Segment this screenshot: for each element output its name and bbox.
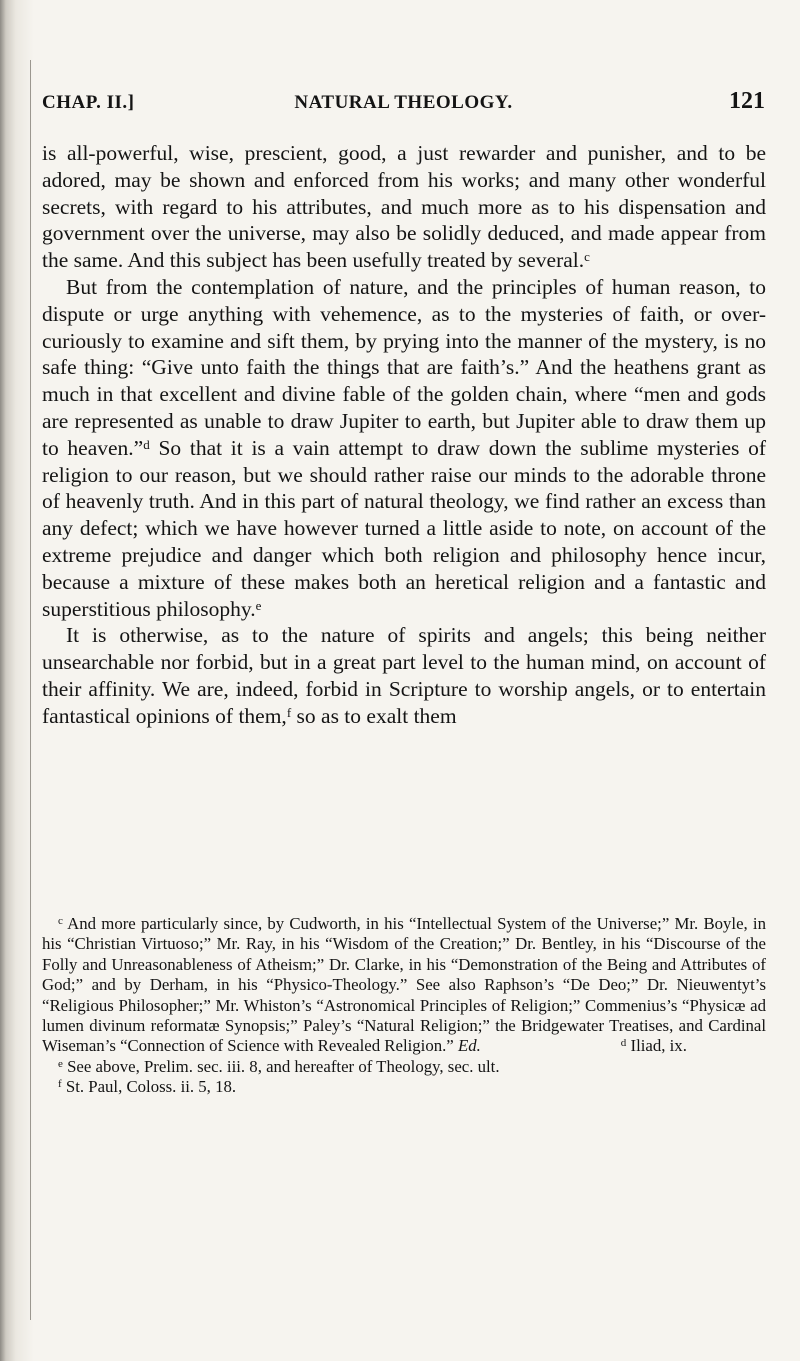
footnote-text-run: See above, Prelim. sec. iii. 8, and hereafter of Theology, sec. ult.	[62, 1056, 500, 1076]
footnote-text-run: St. Paul, Coloss. ii. 5, 18.	[61, 1077, 237, 1097]
body-paragraph	[42, 274, 766, 622]
footnote-reference-mark: f	[58, 1078, 62, 1091]
footnote-text-run: And more particularly since, by Cudworth, in his “Intellectual System of the Universe;” Mr. Boyle, in his “Christian Virtuoso;” Mr. Ray, in his “Wisdom of the Creation;” Dr. Bentley, in his “Discourse of the Folly and Unreasonableness of Atheism;” Dr. Clarke, in his “Demonstration of the Being and Attributes of God;” and by Derham, in his “Physico-Theology.” See also Raphson’s “De Deo;” Dr. Nieuwentyt’s “Religious Philosopher;” Mr. Whiston’s “Astronomical Principles of Religion;” Commenius’s “Physicæ ad lumen divinum reformatæ Synopsis;” Paley’s “Natural Religion;” the Bridgewater Treatises, and Cardinal Wiseman’s “Connection of Science with Revealed Religion.”	[42, 914, 766, 1056]
footnote-reference-mark: c	[58, 915, 63, 927]
body-text	[42, 140, 766, 730]
body-paragraph	[42, 622, 766, 729]
body-paragraph	[42, 140, 766, 274]
footnote-reference-mark: e	[58, 1057, 63, 1070]
body-text-run: So that it is a vain attempt to draw down the sublime mysteries of religion to our reason, but we should rather raise our minds to the adorable throne of heavenly truth. And in this part of natural theology, we find rather an excess than any defect; which we have however turned a little aside to note, on account of the extreme prejudice and danger which both religion and philosophy hence incur, because a mixture of these makes both an heretical religion and a fantastic and superstitious philosophy.	[42, 435, 766, 621]
body-reference-mark: d	[143, 436, 150, 452]
body-reference-mark: c	[584, 249, 590, 265]
body-text-run: But from the contemplation of nature, and the principles of human reason, to dispute or urge anything with vehemence, as to the mysteries of faith, or over-curiously to examine and sift them, by prying into the manner of the mystery, is no safe thing: “Give unto faith the things that are faith’s.” And the heathens grant as much in that excellent and divine fable of the golden chain, where “men and gods are represented as unable to draw Jupiter to earth, but Jupiter able to draw them up to heaven.”	[42, 274, 766, 460]
body-reference-mark: f	[286, 704, 292, 720]
footnotes	[42, 914, 766, 1098]
page-number: 121	[729, 88, 765, 114]
chapter-label: CHAP. II.]	[42, 92, 135, 113]
footnote-italic-text: Ed.	[457, 1036, 481, 1056]
body-text-run: so as to exalt them	[291, 703, 457, 728]
body-text-run: is all-powerful, wise, prescient, good, a just rewarder and punisher, and to be adored, may be shown and enforced from his works; and many other wonderful secrets, with regard to his attributes, and much more as to his dispensation and government over the universe, may also be solidly deduced, and made appear from the same. And this subject has been usefully treated by several.	[42, 141, 766, 273]
running-header	[42, 88, 765, 124]
footnote	[42, 914, 766, 1057]
page-gutter-line	[30, 60, 31, 1320]
footnote-reference-mark: d	[620, 1037, 627, 1050]
footnote	[42, 1077, 766, 1097]
body-text-run: It is otherwise, as to the nature of spirits and angels; this being neither unsearchable nor forbid, but in a great part level to the human mind, on account of their affinity. We are, indeed, forbid in Scripture to worship angels, or to entertain fantastical opinions of them,	[42, 623, 766, 728]
body-reference-mark: e	[255, 597, 262, 613]
page-binding-edge	[0, 0, 34, 1361]
footnote	[42, 1057, 766, 1077]
footnote-text-run: Iliad, ix.	[626, 1036, 687, 1056]
running-title: NATURAL THEOLOGY.	[294, 92, 513, 113]
